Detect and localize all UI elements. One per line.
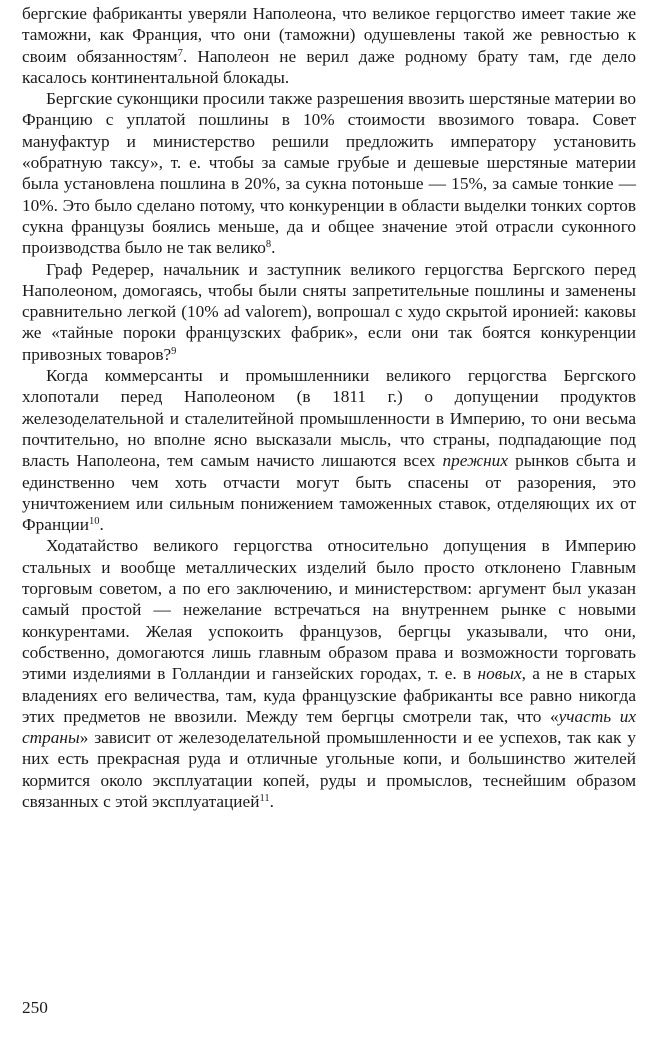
footnote-marker: 8 <box>265 239 272 251</box>
text-segment: Граф Редерер, начальник и заступник великого герцогства Бергского перед Наполеоном, домогаясь, чтобы были сняты запретительные пошлины и заменены сравнительно легкой (10% ad valorem), вопрошал с худо скрытой иронией: каковы же «тайные пороки французских фабрик», если они так боятся конкуренции привозных товаров? <box>22 259 636 364</box>
paragraph-3 <box>22 259 636 365</box>
page-body <box>22 3 636 812</box>
text-segment: Бергские суконщики просили также разрешения ввозить шерстяные материи во Францию с уплатой пошлины в 10% стоимости ввозимого товара. Совет мануфактур и министерство решили предложить императору установить «обратную таксу», т. е. чтобы за самые грубые и дешевые шерстяные материи была установлена пошлина в 20%, за сукна потоньше — 15%, за самые тонкие — 10%. Это было сделано потому, что конкуренции в области выделки тонких сортов сукна французы боялись меньше, да и общее значение этой отрасли суконного производства было не так велико <box>22 89 636 258</box>
text-segment: рынков сбыта и единственно чем хоть отчасти могут быть спасены от разорения, это уничтожением или сильным понижением таможенных ставок, отделяющих их от Франции <box>22 451 636 535</box>
footnote-marker: 7 <box>177 47 183 59</box>
text-segment: . <box>269 791 274 811</box>
text-segment: , а не в старых владениях его величества, там, куда французские фабриканты все равно никогда этих предметов не ввозили. Между тем бергцы смотрели так, что « <box>22 664 636 726</box>
page-number: 250 <box>22 998 48 1017</box>
italic-text: участь их страны <box>22 706 637 748</box>
footnote-marker: 11 <box>259 792 270 804</box>
italic-text: прежних <box>442 451 508 471</box>
paragraph-2 <box>22 88 636 258</box>
text-segment: . <box>271 238 276 258</box>
paragraph-1 <box>22 3 636 88</box>
text-segment: Ходатайство великого герцогства относительно допущения в Империю стальных и вообще металлических изделий было просто отклонено Главным торговым советом, а по его заключению, и министерством: аргумент был указан самый простой — нежелание встречаться на внутреннем рынке с новыми конкурентами. Желая успокоить французов, бергцы указывали, что они, собственно, домогаются лишь главным образом права и возможности торговать этими изделиями в Голландии и ганзейских городах, т. е. в <box>22 536 636 684</box>
paragraph-4 <box>22 365 636 535</box>
text-segment: » зависит от железоделательной промышленности и ее успехов, так как у них есть прекрасная руда и отличные угольные копи, и большинство жителей кормится около эксплуатации копей, руды и промыслов, теснейшим образом связанных с этой эксплуатацией <box>22 728 636 811</box>
paragraph-5 <box>22 535 636 812</box>
text-segment: бергские фабриканты уверяли Наполеона, что великое герцогство имеет такие же таможни, как Франция, что они (таможни) одушевлены такой же ревностью к своим обязанностям <box>22 4 636 66</box>
italic-text: новых <box>477 664 522 684</box>
text-segment: . Наполеон не верил даже родному брату там, где дело касалось континентальной блокады. <box>22 46 636 87</box>
footnote-marker: 10 <box>88 516 100 528</box>
text-segment: Когда коммерсанты и промышленники великого герцогства Бергского хлопотали перед Наполеоном (в 1811 г.) о допущении продуктов железоделательной и сталелитейной промышленности в Империю, то они весьма почтительно, но вполне ясно высказали мысль, что страны, подпадающие под власть Наполеона, тем самым начисто лишаются всех <box>22 366 636 471</box>
text-segment: . <box>99 515 104 535</box>
footnote-marker: 9 <box>171 345 177 357</box>
